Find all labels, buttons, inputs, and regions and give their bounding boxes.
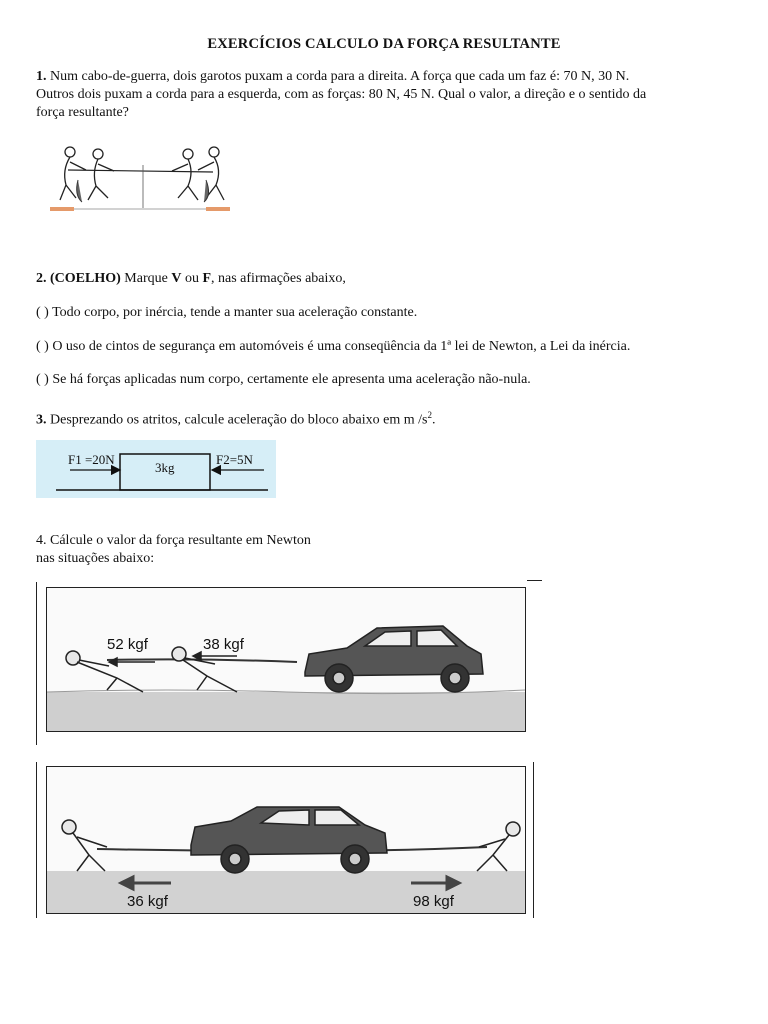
q2-intro-end: , nas afirmações abaixo,: [211, 271, 346, 286]
question-4: [36, 532, 311, 568]
question-2-heading: [36, 270, 346, 288]
question-1: [36, 68, 736, 122]
q4-line-2: nas situações abaixo:: [36, 551, 155, 566]
force-f1-label: F1 =20N: [68, 452, 115, 467]
q2-item-2: ( ) O uso de cintos de segurança em automóveis é uma conseqüência da 1ª lei de Newton, a Lei da inércia.: [36, 339, 631, 354]
figure-1: [46, 587, 526, 732]
block-diagram: [36, 440, 276, 498]
q2-source: (COELHO): [50, 271, 121, 286]
frame-mark: [527, 580, 542, 581]
frame-left-line-2: [36, 762, 37, 918]
q2-f: F: [202, 271, 212, 286]
force-label-98kgf: 98 kgf: [413, 893, 454, 910]
q2-item-3: ( ) Se há forças aplicadas num corpo, certamente ele apresenta uma aceleração não-nula.: [36, 372, 531, 387]
q2-number: 2.: [36, 271, 47, 286]
q2-v: V: [171, 271, 182, 286]
q2-ou: ou: [184, 271, 199, 286]
frame-right-line-2: [533, 762, 534, 918]
q3-text: Desprezando os atritos, calcule aceleração do bloco abaixo em m /s: [50, 412, 428, 428]
force-f2-label: F2=5N: [216, 452, 253, 467]
page-title: EXERCÍCIOS CALCULO DA FORÇA RESULTANTE: [207, 36, 561, 52]
q2-item-1: ( ) Todo corpo, por inércia, tende a manter sua aceleração constante.: [36, 305, 418, 320]
force-label-36kgf: 36 kgf: [127, 893, 168, 910]
q2-intro: Marque: [124, 271, 168, 286]
force-label-52kgf: 52 kgf: [107, 636, 148, 653]
q1-number: 1.: [36, 69, 47, 84]
q3-sup: 2: [427, 410, 432, 420]
q1-line-2: Outros dois puxam a corda para a esquerda, com as forças: 80 N, 45 N. Qual o valor, a direção e o sentido da: [36, 87, 647, 102]
force-label-38kgf: 38 kgf: [203, 636, 244, 653]
tug-of-war-illustration: [48, 140, 233, 215]
q3-end: .: [431, 412, 436, 428]
q1-line-1: Num cabo-de-guerra, dois garotos puxam a corda para a direita. A força que cada um faz é: 70 N, 30 N.: [50, 69, 630, 84]
q4-line-1: 4. Cálcule o valor da força resultante em Newton: [36, 533, 311, 548]
q1-line-3: força resultante?: [36, 105, 129, 120]
frame-left-line-1: [36, 582, 37, 745]
q3-number: 3.: [36, 412, 47, 428]
figure-2: [46, 766, 526, 914]
question-3: [36, 406, 435, 430]
mass-label: 3kg: [155, 460, 175, 475]
